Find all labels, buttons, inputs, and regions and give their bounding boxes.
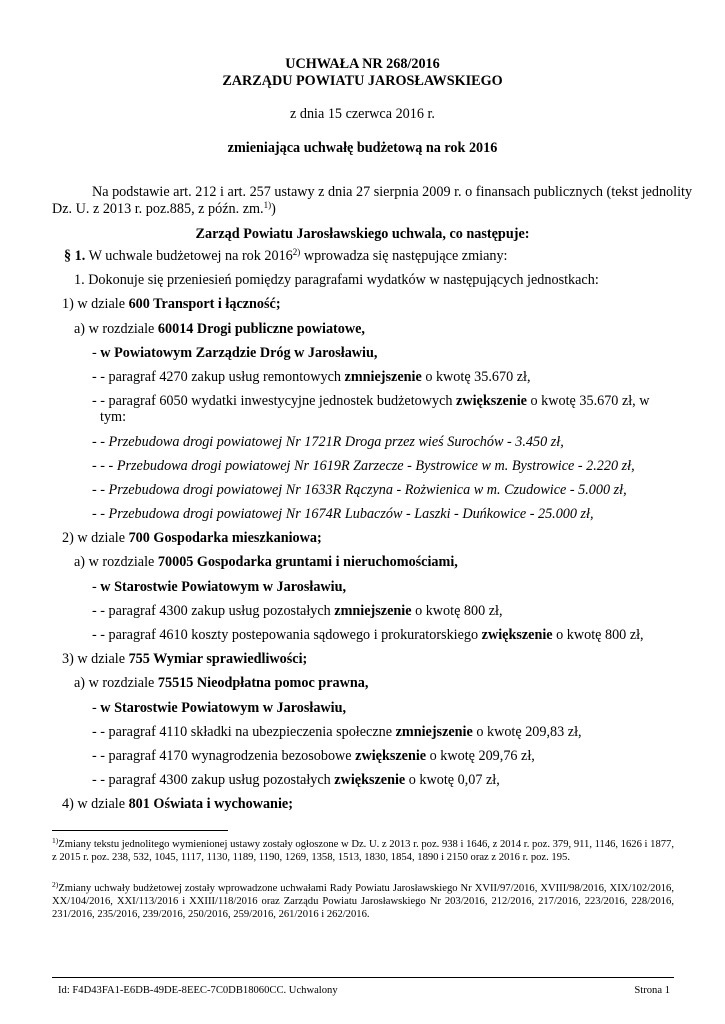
section-3-heading xyxy=(62,651,307,668)
text: - - paragraf 4300 zakup usług pozostałych xyxy=(92,772,335,788)
unit-name: w Starostwie Powiatowym w Jarosławiu, xyxy=(100,700,347,716)
amount: o kwotę 800 zł, xyxy=(552,627,644,643)
chapter-prefix: a) w rozdziale xyxy=(74,675,158,691)
footer-divider xyxy=(52,977,674,978)
section-3-chapter xyxy=(74,675,368,692)
amount: o kwotę 800 zł, xyxy=(411,603,503,619)
resolution-subject: zmieniająca uchwałę budżetową na rok 2016 xyxy=(227,140,498,156)
text: - - paragraf 4170 wynagrodzenia bezosobowe xyxy=(92,748,356,764)
footnote-2-text: Zmiany uchwały budżetowej zostały wprowadzone uchwałami Rady Powiatu Jarosławskiego Nr XVII/97/2016, XVIII/98/2016, XIX/102/2016, XX/104/2016, XXI/113/2016 i XXIII/118/2016 oraz Zarządu Powiatu Jarosławskiego Nr 203/2016, 212/2016, 217/2016, 223/2016, 228/2016, 231/2016, 235/2016, 239/2016, 250/2016, 259/2016, 261/2016 i 262/2016. xyxy=(52,883,674,920)
chapter-name: 70005 Gospodarka gruntami i nieruchomościami, xyxy=(157,554,458,570)
amount: o kwotę 209,76 zł, xyxy=(426,748,535,764)
section-3-unit xyxy=(92,700,346,717)
section-3-paragraph-3 xyxy=(92,772,500,789)
amount: o kwotę 35.670 zł, xyxy=(421,369,531,385)
section-3-paragraph-2 xyxy=(92,748,535,765)
text: - - paragraf 4110 składki na ubezpieczenia społeczne xyxy=(92,724,396,740)
section-4-prefix: 4) w dziale xyxy=(62,796,129,812)
section-4-name: 801 Oświata i wychowanie; xyxy=(128,796,293,812)
change-type: zwiększenie xyxy=(481,627,553,643)
preamble-line-2 xyxy=(52,201,276,218)
resolution-date: z dnia 15 czerwca 2016 r. xyxy=(290,106,435,122)
section-2-prefix: 2) w dziale xyxy=(62,530,129,546)
section-1-prefix: 1) w dziale xyxy=(62,296,129,312)
change-type: zwiększenie xyxy=(334,772,406,788)
section-2-chapter xyxy=(74,554,458,571)
preamble-line-1: Na podstawie art. 212 i art. 257 ustawy z dnia 27 sierpnia 2009 r. o finansach publicznych (tekst jednolity xyxy=(92,184,693,200)
section-1-paragraph-1 xyxy=(92,369,531,386)
footnote-1-marker: 1) xyxy=(52,836,59,845)
paragraph-1-text-end: wprowadza się następujące zmiany: xyxy=(300,248,508,264)
footnote-divider xyxy=(52,830,228,831)
title-line-2: ZARZĄDU POWIATU JAROSŁAWSKIEGO xyxy=(222,73,503,89)
chapter-prefix: a) w rozdziale xyxy=(74,554,158,570)
unit-prefix: - xyxy=(92,345,101,361)
text: - - paragraf 4610 koszty postepowania sądowego i prokuratorskiego xyxy=(92,627,482,643)
preamble-close: ) xyxy=(271,201,276,217)
section-2-paragraph-1 xyxy=(92,603,503,620)
section-1-name: 600 Transport i łączność; xyxy=(128,296,281,312)
section-2-heading xyxy=(62,530,322,547)
chapter-name: 75515 Nieodpłatna pomoc prawna, xyxy=(157,675,369,691)
chapter-name: 60014 Drogi publiczne powiatowe, xyxy=(157,321,365,337)
document-id: Id: F4D43FA1-E6DB-49DE-8EEC-7C0DB18060CC. Uchwalony xyxy=(58,985,338,996)
unit-prefix: - xyxy=(92,579,101,595)
section-2-paragraph-2 xyxy=(92,627,644,644)
footnote-1 xyxy=(52,838,674,864)
section-3-name: 755 Wymiar sprawiedliwości; xyxy=(128,651,308,667)
unit-name: w Starostwie Powiatowym w Jarosławiu, xyxy=(100,579,347,595)
investment-item-4: - - Przebudowa drogi powiatowej Nr 1674R Lubaczów - Laszki - Duńkowice - 25.000 zł, xyxy=(92,506,594,522)
investment-item-1: - - Przebudowa drogi powiatowej Nr 1721R Droga przez wieś Surochów - 3.450 zł, xyxy=(92,434,564,450)
amount: o kwotę 35.670 zł, w xyxy=(526,393,650,409)
paragraph-label: § 1. xyxy=(64,248,86,264)
text: - - paragraf 6050 wydatki inwestycyjne jednostek budżetowych xyxy=(92,393,457,409)
investment-item-2: - - - Przebudowa drogi powiatowej Nr 1619R Zarzecze - Bystrowice w m. Bystrowice - 2.220 zł, xyxy=(92,458,635,474)
section-2-name: 700 Gospodarka mieszkaniowa; xyxy=(128,530,322,546)
paragraph-1-text: W uchwale budżetowej na rok 2016 xyxy=(85,248,293,264)
amount: o kwotę 209,83 zł, xyxy=(472,724,582,740)
footnote-1-text: Zmiany tekstu jednolitego wymienionej ustawy zostały ogłoszone w Dz. U. z 2013 r. poz. 938 i 1646, z 2014 r. poz. 379, 911, 1146, 1626 i 1877, z 2015 r. poz. 238, 532, 1045, 1117, 1130, 1189, 1190, 1269, 1358, 1513, 1830, 1854, 1890 i 2150 oraz z 2016 r. poz. 195. xyxy=(52,839,674,863)
section-2-unit xyxy=(92,579,346,596)
change-type: zmniejszenie xyxy=(334,603,412,619)
text: - - paragraf 4300 zakup usług pozostałych xyxy=(92,603,335,619)
paragraph-1 xyxy=(64,248,508,265)
footnote-2-marker: 2) xyxy=(52,880,59,889)
title-line-1: UCHWAŁA NR 268/2016 xyxy=(285,56,440,72)
preamble-text: Dz. U. z 2013 r. poz.885, z późn. zm. xyxy=(52,201,264,217)
section-3-prefix: 3) w dziale xyxy=(62,651,129,667)
chapter-prefix: a) w rozdziale xyxy=(74,321,158,337)
footnote-ref-1: 1) xyxy=(263,200,272,210)
section-1-unit xyxy=(92,345,377,362)
resolution-statement: Zarząd Powiatu Jarosławskiego uchwala, co następuje: xyxy=(195,226,530,242)
change-type: zmniejszenie xyxy=(395,724,473,740)
section-1-heading xyxy=(62,296,281,313)
footnote-ref-2: 2) xyxy=(292,247,301,257)
item-1: 1. Dokonuje się przeniesień pomiędzy paragrafami wydatków w następujących jednostkach: xyxy=(74,272,599,288)
change-type: zwiększenie xyxy=(456,393,527,409)
section-1-chapter xyxy=(74,321,365,338)
text: - - paragraf 4270 zakup usług remontowych xyxy=(92,369,345,385)
section-3-paragraph-1 xyxy=(92,724,582,741)
footnote-2 xyxy=(52,882,674,921)
change-type: zwiększenie xyxy=(355,748,427,764)
page-number: Strona 1 xyxy=(634,985,670,996)
section-1-paragraph-2-cont: tym: xyxy=(100,409,127,425)
investment-item-3: - - Przebudowa drogi powiatowej Nr 1633R Rączyna - Rożwienica w m. Czudowice - 5.000 zł, xyxy=(92,482,627,498)
section-1-paragraph-2 xyxy=(92,393,650,410)
change-type: zmniejszenie xyxy=(344,369,422,385)
section-4-heading xyxy=(62,796,293,813)
amount: o kwotę 0,07 zł, xyxy=(405,772,500,788)
unit-name: w Powiatowym Zarządzie Dróg w Jarosławiu, xyxy=(100,345,378,361)
unit-prefix: - xyxy=(92,700,101,716)
